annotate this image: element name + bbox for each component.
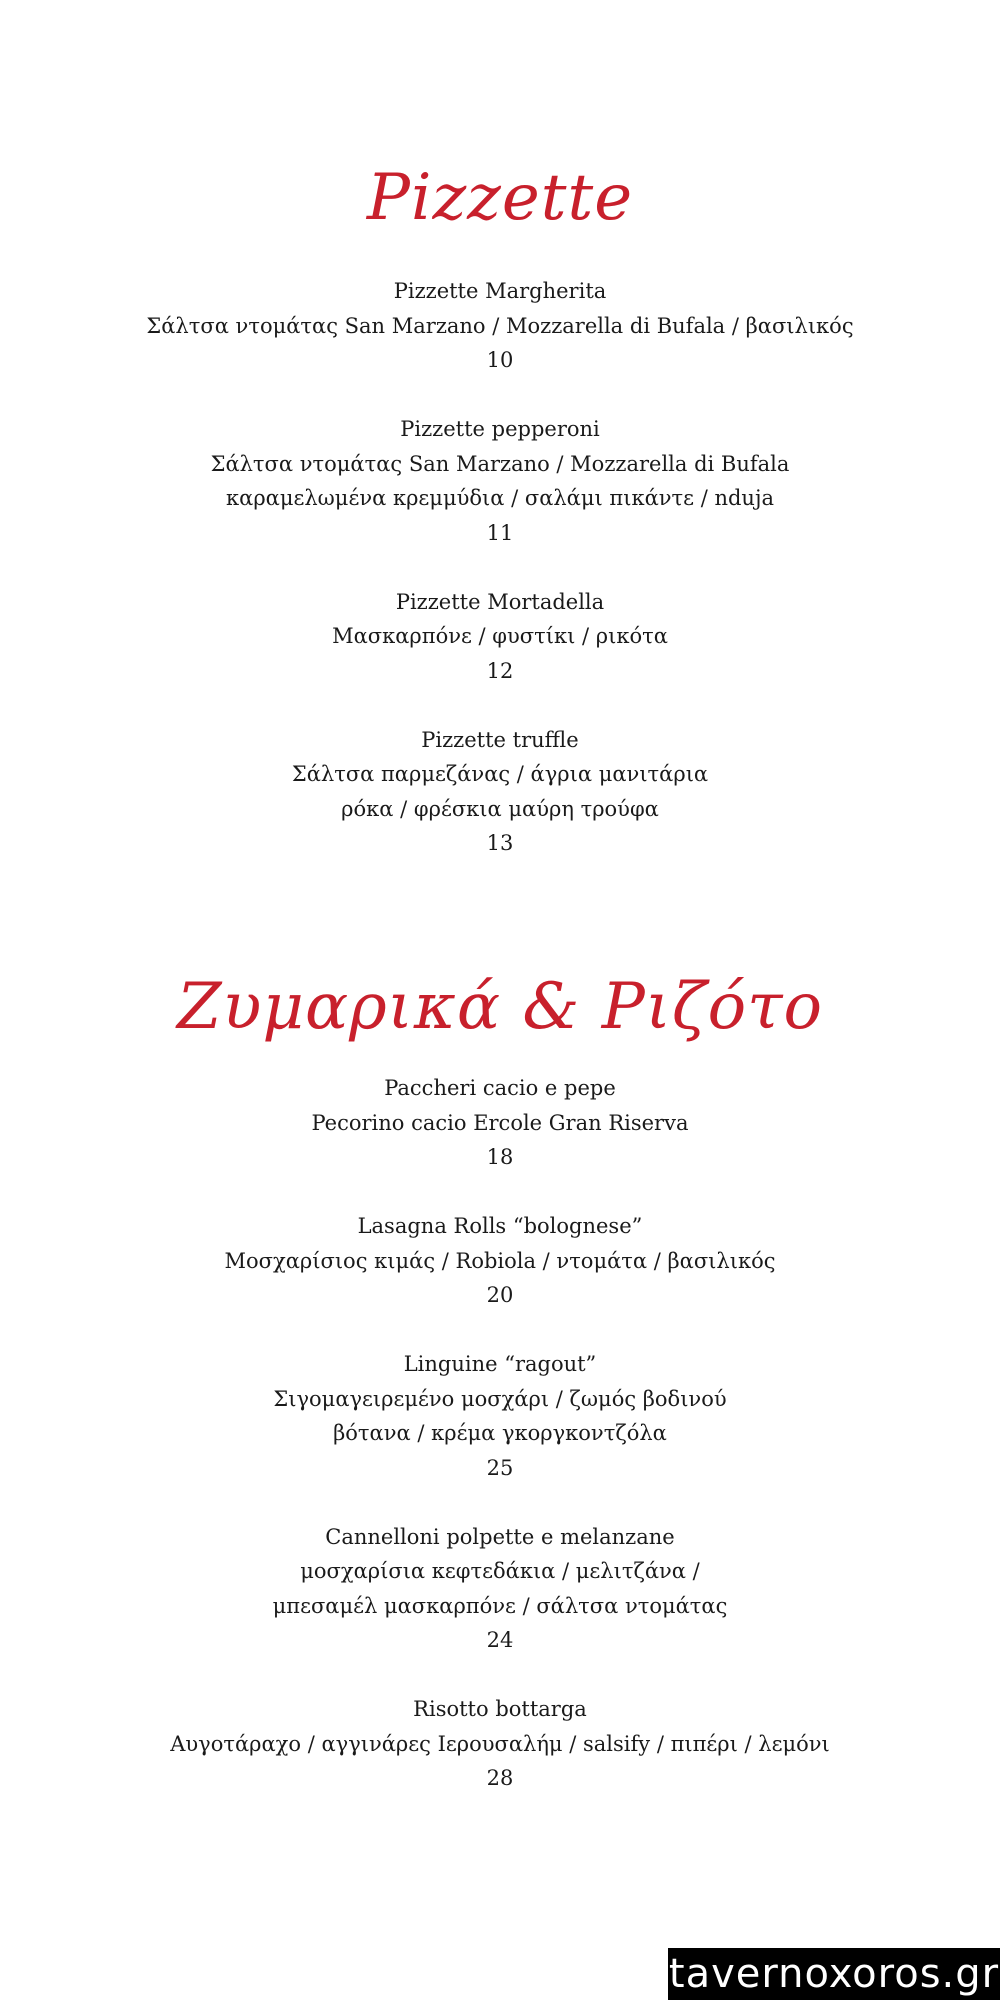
menu-item-price: 10	[486, 348, 514, 372]
menu-item-description: Μοσχαρίσιος κιμάς / Robiola / ντομάτα / βασιλικός	[224, 1248, 776, 1273]
menu-item-description: Μασκαρπόνε / φυστίκι / ρικότα	[332, 624, 668, 648]
menu-item-name: Paccheri cacio e pepe	[384, 1076, 616, 1100]
menu-item-description: ρόκα / φρέσκια μαύρη τρούφα	[341, 796, 659, 821]
menu-item-description: Pecorino cacio Ercole Gran Riserva	[311, 1110, 689, 1135]
menu-item-description: Σάλτσα ντομάτας San Marzano / Mozzarella di Bufala / βασιλικός	[146, 313, 854, 338]
menu-item-name: Pizzette truffle	[421, 727, 579, 752]
menu-item	[0, 412, 1000, 550]
menu-item-price: 28	[486, 1766, 514, 1790]
menu-item	[0, 723, 1000, 861]
menu-item-price: 25	[486, 1455, 514, 1480]
menu-item-price: 13	[486, 831, 514, 855]
menu-item-description: καραμελωμένα κρεμμύδια / σαλάμι πικάντε / nduja	[226, 486, 774, 510]
menu-item-price: 12	[486, 658, 514, 683]
menu-item-description: Σάλτσα παρμεζάνας / άγρια μανιτάρια	[291, 762, 709, 786]
menu-item-description: Σιγομαγειρεμένο μοσχάρι / ζωμός βοδινού	[273, 1386, 727, 1411]
menu-list-pizzette	[0, 274, 1000, 895]
menu-item	[0, 1692, 1000, 1796]
section-title-pizzette: Pizzette	[366, 161, 634, 235]
menu-list-pasta-risotto	[0, 1071, 1000, 1830]
menu-item	[0, 1209, 1000, 1313]
menu-item-name: Pizzette Mortadella	[395, 589, 605, 614]
menu-item-description: μοσχαρίσια κεφτεδάκια / μελιτζάνα /	[300, 1559, 700, 1583]
menu-item-description: Σάλτσα ντομάτας San Marzano / Mozzarella di Bufala	[210, 451, 790, 476]
menu-item-price: 11	[486, 520, 514, 545]
section-title-pasta-risotto: Ζυμαρικά & Ριζότο	[176, 970, 824, 1044]
menu-item-description: βότανα / κρέμα γκοργκοντζόλα	[333, 1421, 667, 1445]
menu-item-name: Pizzette Margherita	[393, 279, 607, 303]
menu-item	[0, 585, 1000, 689]
menu-item-name: Cannelloni polpette e melanzane	[325, 1524, 675, 1549]
menu-item	[0, 274, 1000, 378]
menu-item-description: Αυγοτάραχο / αγγινάρες Ιερουσαλήμ / salsify / πιπέρι / λεμόνι	[170, 1731, 830, 1756]
menu-item-name: Pizzette pepperoni	[400, 417, 600, 441]
menu-item-name: Risotto bottarga	[413, 1697, 587, 1721]
menu-item-description: μπεσαμέλ μασκαρπόνε / σάλτσα ντομάτας	[272, 1593, 728, 1618]
menu-item-price: 24	[486, 1628, 514, 1652]
menu-item	[0, 1520, 1000, 1658]
menu-item	[0, 1347, 1000, 1485]
menu-item-price: 18	[486, 1145, 514, 1169]
menu-item-name: Lasagna Rolls “bolognese”	[357, 1214, 643, 1238]
menu-item	[0, 1071, 1000, 1175]
watermark-text: tavernoxoros.gr	[668, 1948, 1000, 2000]
menu-item-price: 20	[486, 1283, 514, 1307]
menu-item-name: Linguine “ragout”	[403, 1352, 597, 1376]
